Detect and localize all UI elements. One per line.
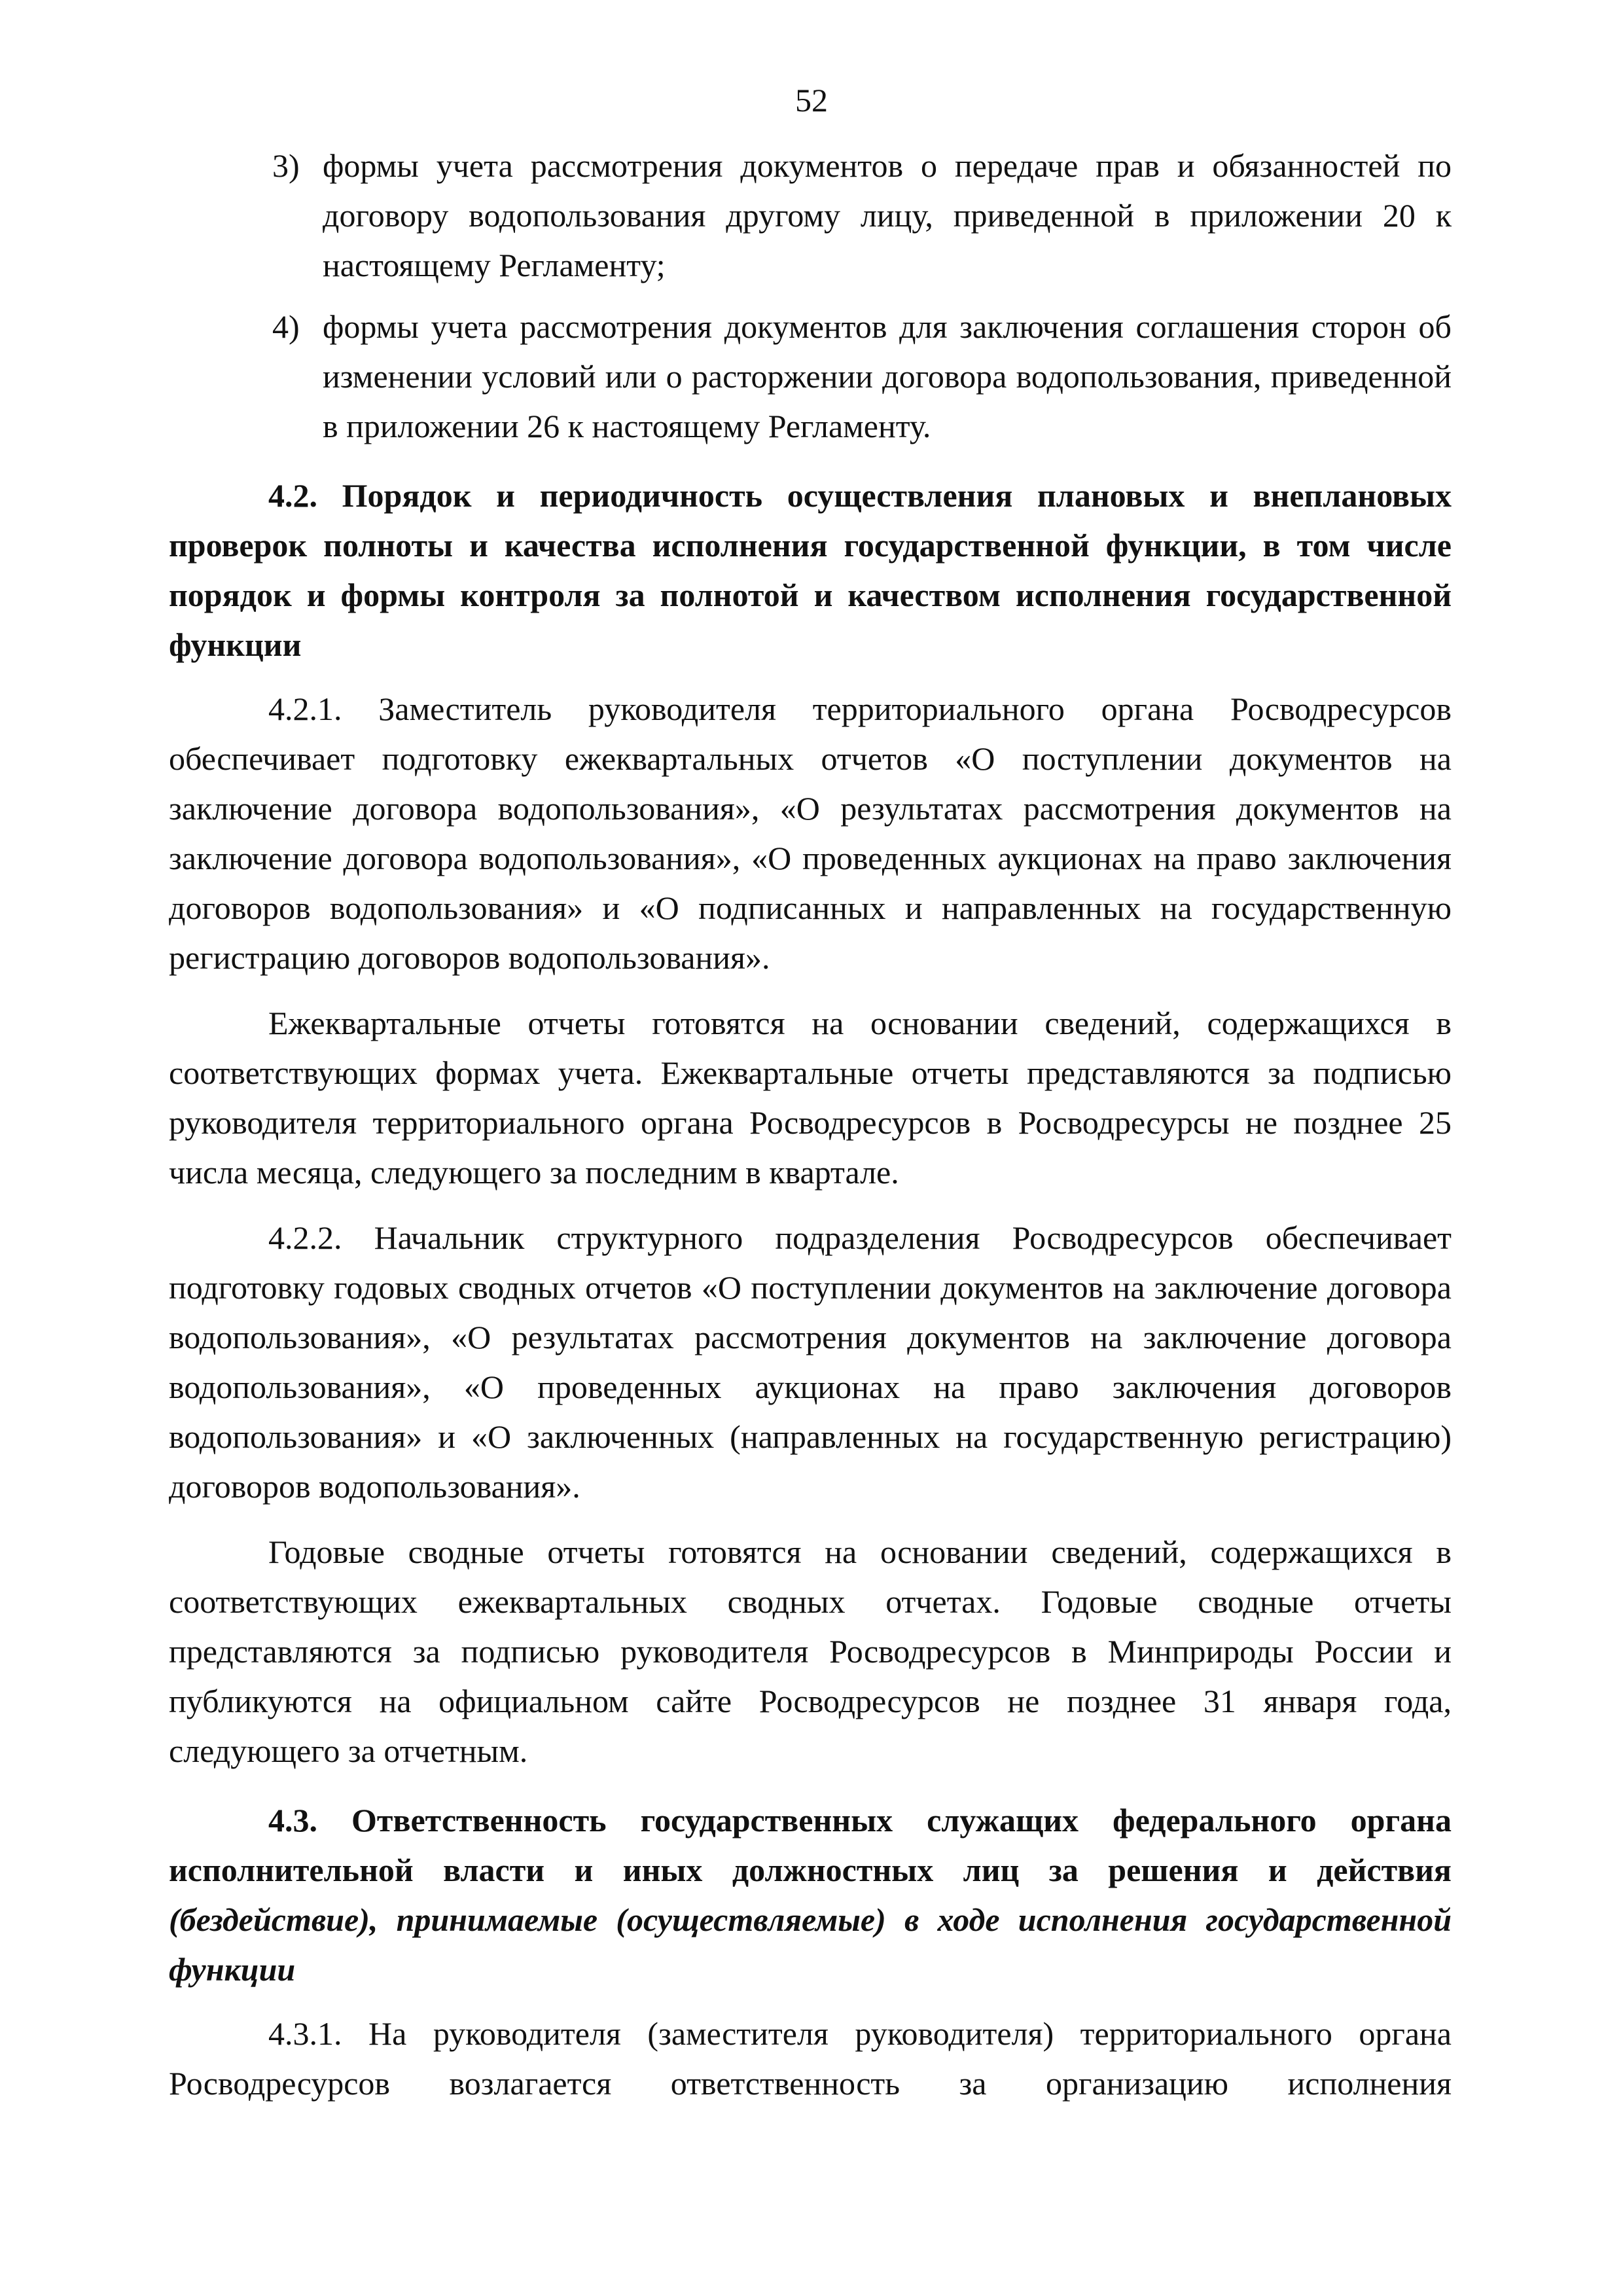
document-body [169, 141, 1452, 2124]
list-item-text: формы учета рассмотрения документов для заключения соглашения сторон об изменении условий или о расторжении договора водопользования, приведенной в приложении 26 к настоящему Регламенту. [323, 308, 1452, 444]
page-number: 52 [795, 82, 828, 118]
section-heading-4-3-part2: (бездействие), принимаемые (осуществляемые) в ходе исполнения государственной функции [169, 1901, 1452, 1988]
list-item-text: формы учета рассмотрения документов о передаче прав и обязанностей по договору водопользования другому лицу, приведенной в приложении 20 к настоящему Регламенту; [323, 147, 1452, 283]
list-item [169, 302, 1452, 451]
paragraph-4-2-1: 4.2.1. Заместитель руководителя территориального органа Росводресурсов обеспечивает подготовку ежеквартальных отчетов «О поступлении документов на заключение договора водопользования», «О результатах рассмотрения документов на заключение договора водопользования», «О проведенных аукционах на право заключения договоров водопользования» и «О подписанных и направленных на государственную регистрацию договоров водопользования». [169, 691, 1452, 976]
section-heading-4-2: 4.2. Порядок и периодичность осуществления плановых и внеплановых проверок полноты и качества исполнения государственной функции, в том числе порядок и формы контроля за полнотой и качеством исполнения государственной функции [169, 477, 1452, 663]
list-item [169, 141, 1452, 290]
list-item-number: 3) [272, 147, 300, 184]
section-heading-4-3 [169, 1795, 1452, 1994]
paragraph-annual-reports: Годовые сводные отчеты готовятся на основании сведений, содержащихся в соответствующих ежеквартальных сводных отчетах. Годовые сводные отчеты представляются за подписью руководителя Росводресурсов в Минприроды России и публикуются на официальном сайте Росводресурсов не позднее 31 января года, следующего за отчетным. [169, 1534, 1452, 1769]
paragraph-4-2-2: 4.2.2. Начальник структурного подразделения Росводресурсов обеспечивает подготовку годовых сводных отчетов «О поступлении документов на заключение договора водопользования», «О результатах рассмотрения документов на заключение договора водопользования», «О проведенных аукционах на право заключения договоров водопользования» и «О заключенных (направленных на государственную регистрацию) договоров водопользования». [169, 1219, 1452, 1505]
paragraph-quarterly-reports: Ежеквартальные отчеты готовятся на основании сведений, содержащихся в соответствующих формах учета. Ежеквартальные отчеты представляются за подписью руководителя территориального органа Росводресурсов в Росводресурсы не позднее 25 числа месяца, следующего за последним в квартале. [169, 1005, 1452, 1191]
list-item-number: 4) [272, 308, 300, 345]
paragraph-4-3-1: 4.3.1. На руководителя (заместителя руководителя) территориального органа Росводресурсов возлагается ответственность за организацию исполнения [169, 2015, 1452, 2102]
section-heading-4-3-part1: 4.3. Ответственность государственных служащих федерального органа исполнительной власти и иных должностных лиц за решения и действия [169, 1802, 1452, 1888]
